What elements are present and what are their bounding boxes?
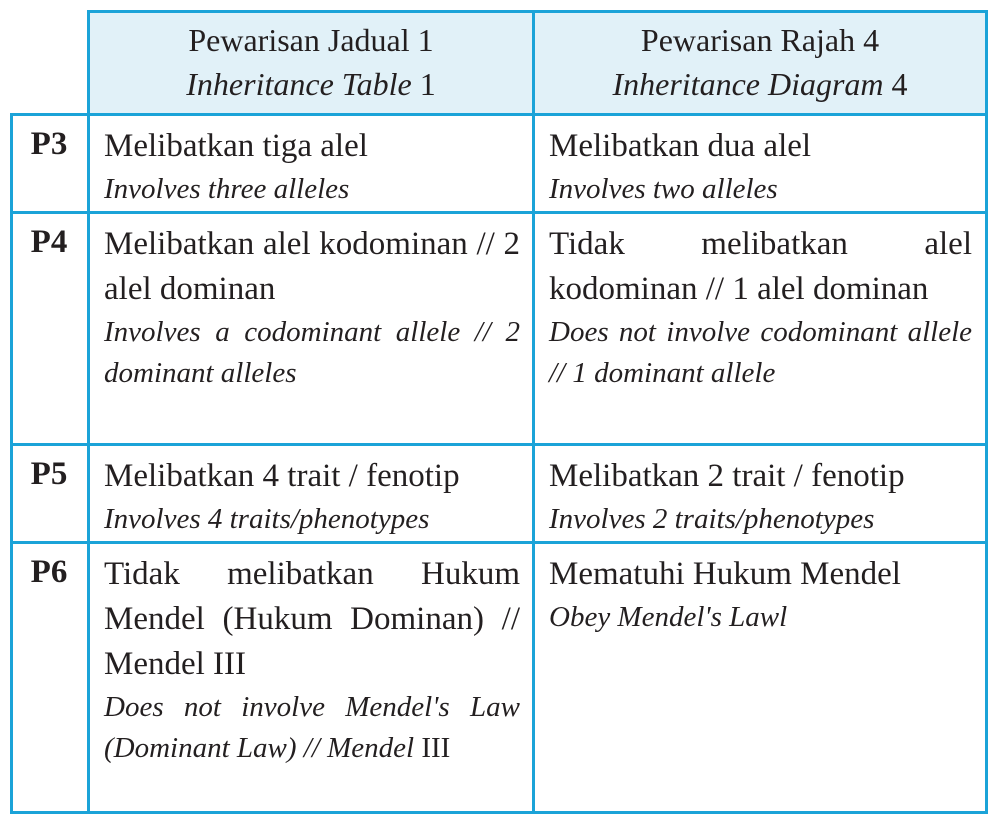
row-p5-col1 <box>104 454 520 540</box>
grid-line <box>10 541 988 544</box>
row-p5-col1-malay: Melibatkan 4 trait / fenotip <box>104 458 460 494</box>
row-p6-col1 <box>104 552 520 769</box>
row-p4-col1-malay: Melibatkan alel kodominan // 2 alel dominan <box>104 226 520 307</box>
row-p6-col1-malay: Tidak melibatkan Hukum Mendel (Hukum Dominan) // Mendel III <box>104 556 520 682</box>
grid-line <box>87 10 988 13</box>
header-col2 <box>535 18 985 106</box>
grid-line <box>10 113 988 116</box>
row-p6-col1-english: Does not involve Mendel's Law (Dominant Law) // Mendel III <box>104 691 520 764</box>
row-p4-col2-english: Does not involve codominant allele // 1 dominant allele <box>549 316 972 389</box>
row-p4-col1-english: Involves a codominant allele // 2 dominant alleles <box>104 316 520 389</box>
row-p4-col2 <box>549 222 972 394</box>
header-col1-subtitle: Inheritance Table 1 <box>186 66 436 102</box>
grid-line <box>985 10 988 814</box>
grid-line <box>10 443 988 446</box>
row-label-p5: P5 <box>30 456 68 492</box>
header-col2-title: Pewarisan Rajah 4 <box>640 22 880 58</box>
row-p3-col1 <box>104 124 520 210</box>
row-p4-col2-malay: Tidak melibatkan alel kodominan // 1 alel dominan <box>549 226 972 307</box>
header-col1-title: Pewarisan Jadual 1 <box>188 22 434 58</box>
row-p6-col2-malay: Mematuhi Hukum Mendel <box>549 556 901 592</box>
row-p5-col2-malay: Melibatkan 2 trait / fenotip <box>549 458 905 494</box>
row-p3-col2-english: Involves two alleles <box>549 173 778 205</box>
grid-line <box>532 10 535 814</box>
grid-line <box>10 211 988 214</box>
row-p5-col2-english: Involves 2 traits/phenotypes <box>549 503 875 535</box>
row-p6-col2-english: Obey Mendel's Lawl <box>549 601 788 633</box>
row-p4-col1 <box>104 222 520 394</box>
row-p5-col2 <box>549 454 972 540</box>
row-p5-col1-english: Involves 4 traits/phenotypes <box>104 503 430 535</box>
row-p3-col2 <box>549 124 972 210</box>
row-p3-col1-english: Involves three alleles <box>104 173 350 205</box>
row-label-p6: P6 <box>30 554 68 590</box>
row-p6-col2 <box>549 552 972 638</box>
grid-line <box>10 811 988 814</box>
row-label-p3: P3 <box>30 126 68 162</box>
row-label-p4: P4 <box>30 224 68 260</box>
row-p3-col2-malay: Melibatkan dua alel <box>549 128 812 164</box>
row-p3-col1-malay: Melibatkan tiga alel <box>104 128 368 164</box>
header-col1 <box>90 18 532 106</box>
header-col2-subtitle: Inheritance Diagram 4 <box>612 66 908 102</box>
